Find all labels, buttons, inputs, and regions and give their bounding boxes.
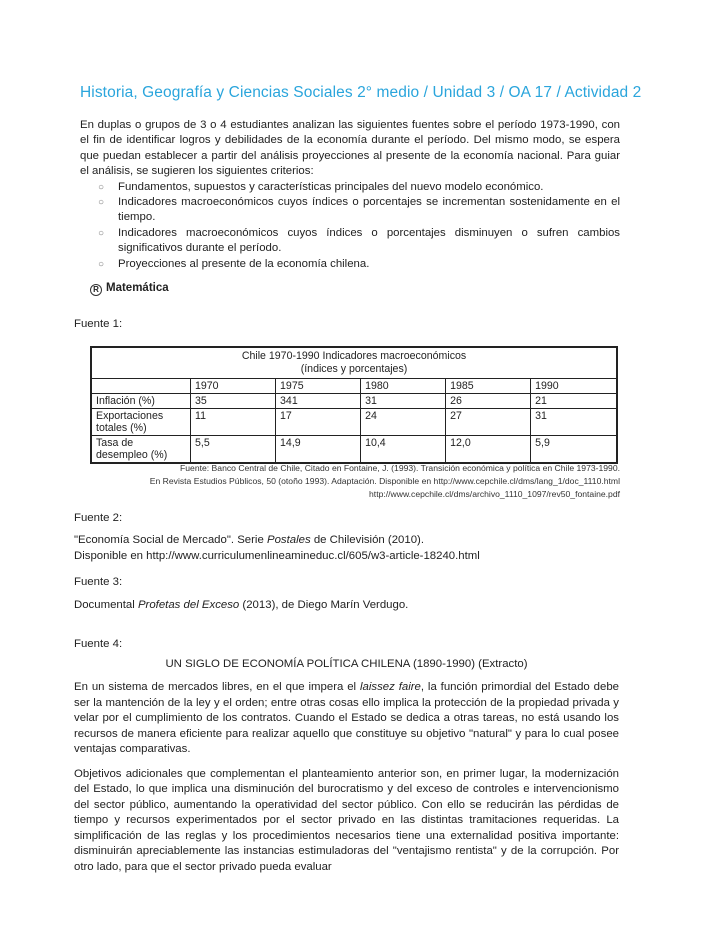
- criteria-item: ○ Proyecciones al presente de la economía chilena.: [80, 257, 620, 272]
- bullet-icon: ○: [98, 181, 105, 193]
- table-row: Inflación (%) 35 341 31 26 21: [91, 394, 617, 409]
- criteria-list: [80, 180, 620, 272]
- fuente2-link[interactable]: Disponible en http://www.curriculumenlineamineduc.cl/605/w3-article-18240.html: [74, 549, 480, 562]
- table-caption: Chile 1970-1990 Indicadores macroeconómicos (índices y porcentajes): [91, 347, 617, 379]
- table-row: Tasa de desempleo (%) 5,5 14,9 10,4 12,0 5,9: [91, 436, 617, 464]
- criteria-item: ○ Indicadores macroeconómicos cuyos índices o porcentajes se incrementan sostenidamente en el tiempo.: [98, 196, 620, 224]
- bullet-icon: ○: [98, 227, 105, 239]
- fuente4-paragraph: Objetivos adicionales que complementan el planteamiento anterior son, en primer lugar, la modernización del Estado, lo que implica una disminución del burocratismo y del exceso de controles e intervencionismo del sector público, aumentando la operatividad del sector público. Con ello se reducirán las pérdidas de tiempo y recursos experimentados por el sector privado en las distintas tramitaciones requeridas. La simplificación de las reglas y los procedimientos necesarios tiene una externalidad positiva importante: disminuirán apreciablemente las instancias estimuladoras del "ventajismo rentista" y de la corrupción. Por otro lado, para que el sector privado pueda evaluar: [74, 767, 619, 873]
- column-header: 1990: [531, 379, 617, 394]
- criteria-item: ○ Indicadores macroeconómicos cuyos índices o porcentajes disminuyen o sufren cambios significativos durante el período.: [98, 226, 620, 255]
- row-label: Inflación (%): [91, 394, 191, 409]
- fuente4-body: [74, 680, 619, 884]
- intro-section: [80, 118, 620, 272]
- column-header: 1985: [446, 379, 531, 394]
- table-citation: Fuente: Banco Central de Chile, Citado en Fontaine, J. (1993). Transición económica y política en Chile 1973-1990. En Revista Estudios Públicos, 50 (otoño 1993). Adaptación. Disponible en http://www.cepchile.cl/dms/lang_1/doc_1110.html http://www.cepchile.cl/dms/archivo_1110_1097/rev50_fontaine.pdf: [70, 462, 620, 501]
- fuente3-label: Fuente 3:: [74, 576, 123, 588]
- bullet-icon: ○: [98, 258, 105, 270]
- table-row: Exportaciones totales (%) 11 17 24 27 31: [91, 409, 617, 436]
- subject-link-matematica: [90, 282, 169, 296]
- column-header: 1970: [191, 379, 276, 394]
- fuente4-label: Fuente 4:: [74, 638, 123, 650]
- fuente4-paragraph: En un sistema de mercados libres, en el que impera el laissez faire, la función primordial del Estado debe ser la mantención de la ley y el orden; entre otras cosas ello implica la protección de la propiedad privada y velar por el cumplimiento de los contratos. Cuando el Estado se dedica a otras tareas, no está usando los recursos de manera eficiente para realizar aquello que constituye su objetivo "natural" y para lo cual posee ventajas comparativas.: [74, 681, 619, 755]
- bullet-icon: ○: [98, 197, 105, 209]
- registered-icon: R: [90, 284, 102, 296]
- row-label: Tasa de desempleo (%): [91, 436, 191, 464]
- fuente2-label: Fuente 2:: [74, 512, 123, 524]
- intro-paragraph: En duplas o grupos de 3 o 4 estudiantes analizan las siguientes fuentes sobre el período 1973-1990, con el fin de identificar logros y debilidades de la economía durante el período. Del mismo modo, se espera que puedan establecer a partir del análisis proyecciones al presente de la economía nacional. Para guiar el análisis, se sugieren los siguientes criterios:: [80, 119, 620, 178]
- fuente3-text: Documental Profetas del Exceso (2013), de Diego Marín Verdugo.: [74, 599, 409, 611]
- fuente4-heading: UN SIGLO DE ECONOMÍA POLÍTICA CHILENA (1890-1990) (Extracto): [165, 658, 528, 670]
- page-title: Historia, Geografía y Ciencias Sociales 2° medio / Unidad 3 / OA 17 / Actividad 2: [80, 84, 642, 101]
- fuente2-text: "Economía Social de Mercado". Serie Postales de Chilevisión (2010). Disponible en http://www.curriculumenlineamineduc.cl/605/w3-article-18240.html: [74, 533, 619, 564]
- table-header-row: [91, 379, 617, 394]
- criteria-item: ○ Fundamentos, supuestos y características principales del nuevo modelo económico.: [80, 180, 620, 195]
- citation-link[interactable]: http://www.cepchile.cl/dms/archivo_1110_1097/rev50_fontaine.pdf: [369, 489, 620, 499]
- indicators-table: [90, 346, 618, 464]
- column-header: 1975: [276, 379, 361, 394]
- column-header: 1980: [361, 379, 446, 394]
- subject-label: Matemática: [106, 282, 169, 294]
- fuente1-label: Fuente 1:: [74, 318, 123, 330]
- row-label: Exportaciones totales (%): [91, 409, 191, 436]
